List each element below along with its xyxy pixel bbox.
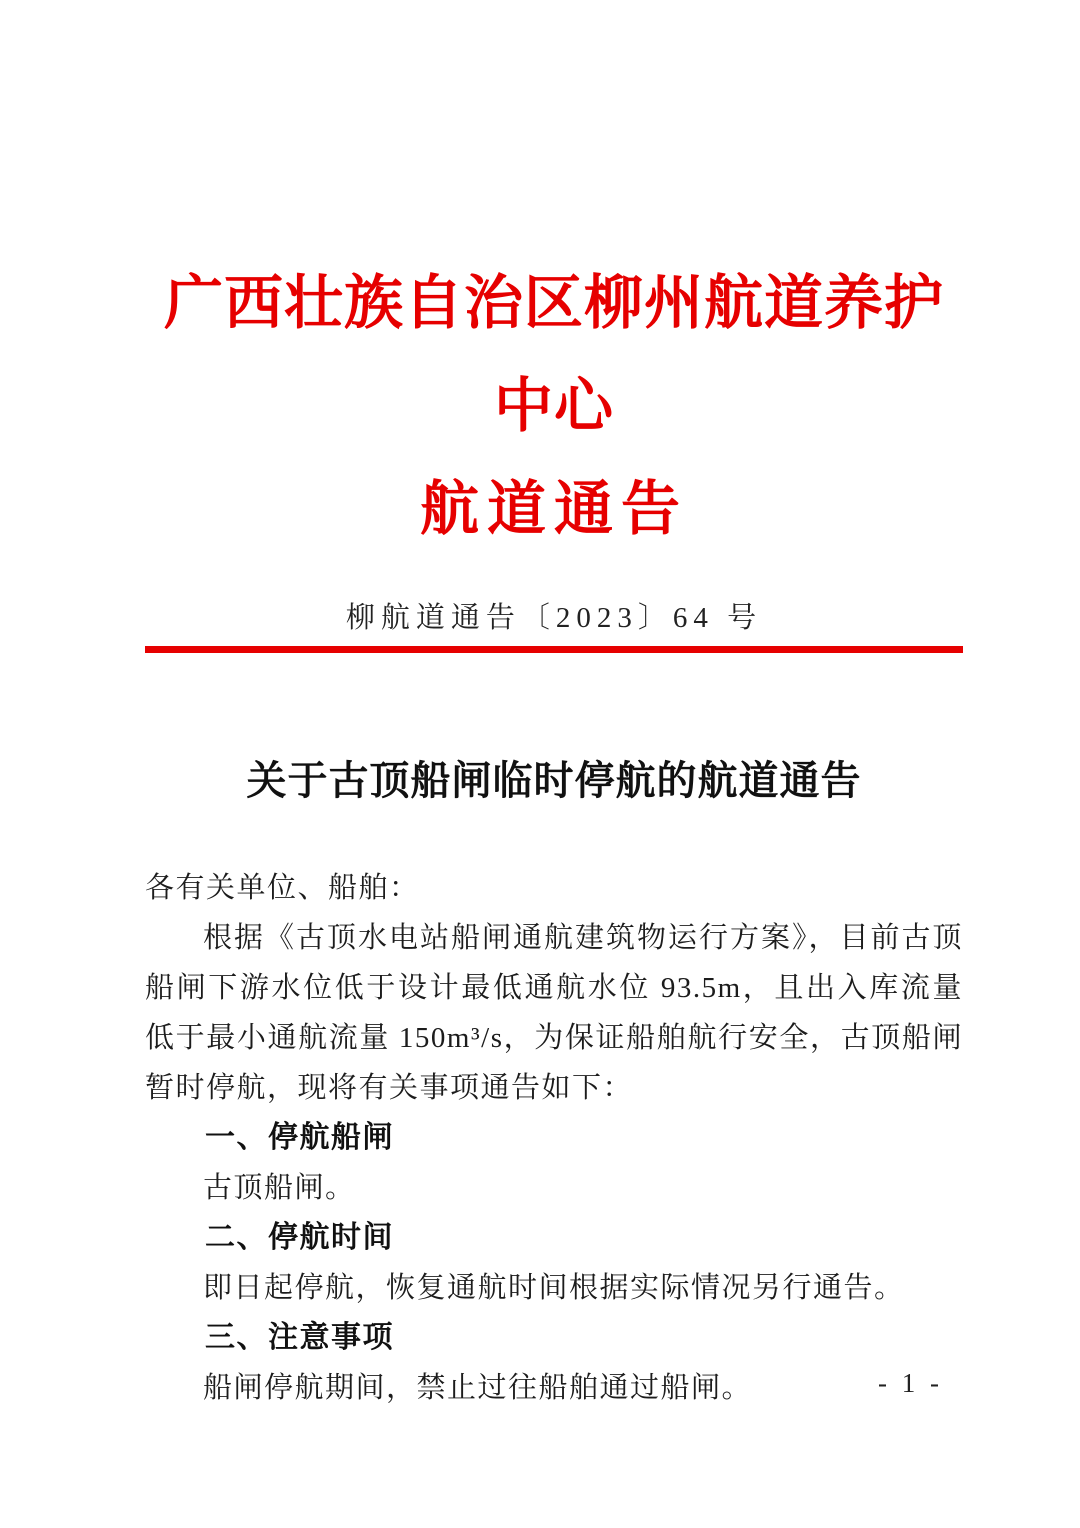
red-divider-rule xyxy=(145,646,963,653)
section-2-heading: 二、停航时间 xyxy=(205,1221,394,1254)
letterhead xyxy=(145,0,963,653)
section-2-body: 即日起停航，恢复通航时间根据实际情况另行通告。 xyxy=(203,1272,905,1304)
notice-text xyxy=(145,863,963,1413)
notice-title: 关于古顶船闸临时停航的航道通告 xyxy=(246,758,862,803)
section-1-heading: 一、停航船闸 xyxy=(205,1121,394,1154)
org-title-line2: 航道通告 xyxy=(419,476,688,542)
intro-paragraph: 根据《古顶水电站船闸通航建筑物运行方案》，目前古顶船闸下游水位低于设计最低通航水位 93.5m，且出入库流量低于最小通航流量 150m³/s，为保证船舶航行安全，古顶船闸暂时停航，现将有关事项通告如下： xyxy=(145,922,963,1104)
section-1-body: 古顶船闸。 xyxy=(203,1172,356,1204)
org-title xyxy=(145,0,963,561)
section-3-heading: 三、注意事项 xyxy=(205,1321,394,1354)
section-3-body: 船闸停航期间，禁止过往船舶通过船闸。 xyxy=(203,1372,753,1404)
org-title-line1: 广西壮族自治区柳州航道养护中心 xyxy=(163,270,944,439)
doc-number: 柳航道通告〔2023〕64 号 xyxy=(345,602,763,634)
salutation: 各有关单位、船舶： xyxy=(145,872,420,904)
page-number: - 1 - xyxy=(878,1368,943,1398)
notice-body xyxy=(145,757,963,1413)
